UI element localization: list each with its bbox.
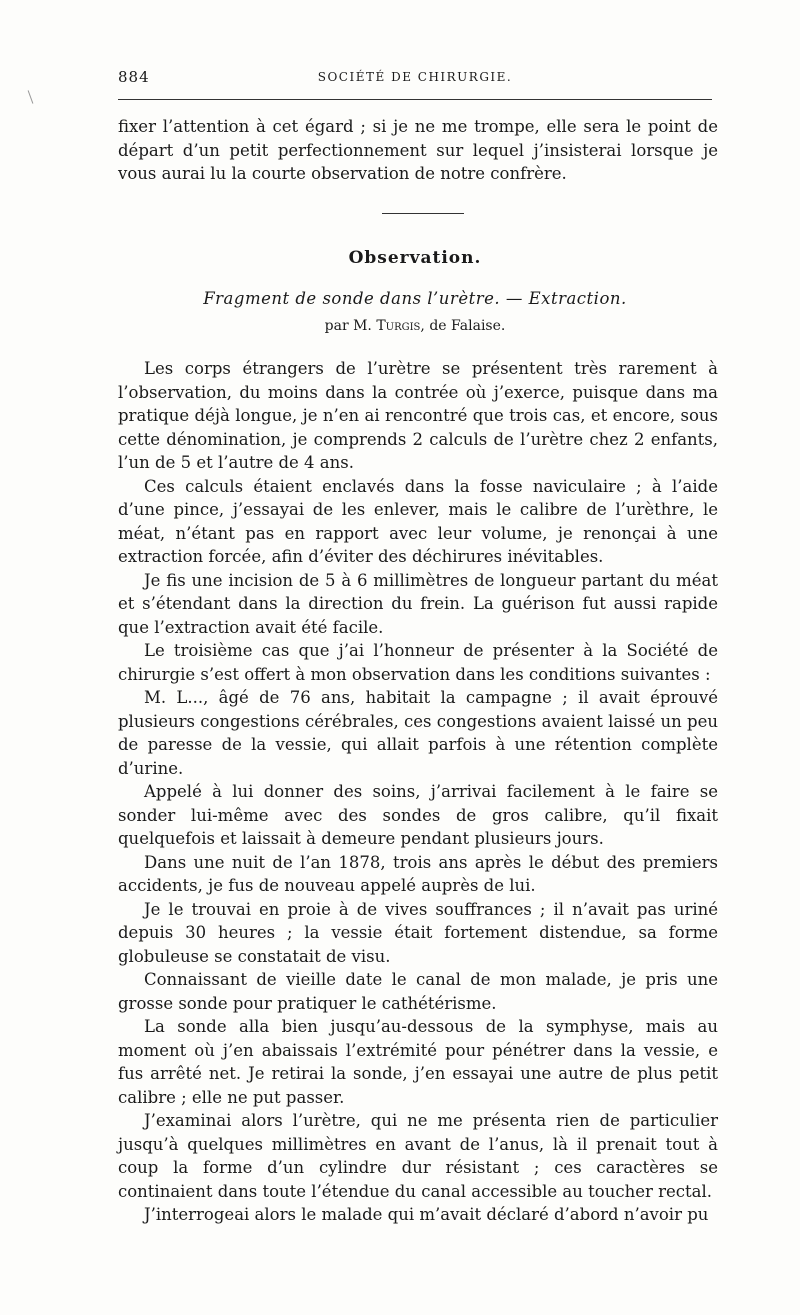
paragraph: Ces calculs étaient enclavés dans la fosse naviculaire ; à l’aide d’une pince, j’essayai de les enlever, mais le calibre de l’urèthre, le méat, n’étant pas en rapport avec leur volume, je renonçai à une extraction forcée, afin d’éviter des déchirures inévitables. — [118, 476, 718, 566]
paragraph: Je le trouvai en proie à de vives souffrances ; il n’avait pas uriné depuis 30 heures ; la vessie était fortement distendue, sa forme globuleuse se constatait de visu. — [118, 899, 718, 966]
observation-subtitle: Fragment de sonde dans l’urètre. — Extraction. — [203, 289, 627, 308]
observation-body — [118, 357, 718, 1227]
page-number: 884 — [118, 68, 150, 86]
observation-title: Observation. — [348, 248, 482, 268]
paragraph: Dans une nuit de l’an 1878, trois ans après le début des premiers accidents, je fus de nouveau appelé auprès de lui. — [118, 852, 718, 895]
observation-author — [118, 318, 712, 334]
author-prefix: par M. — [324, 318, 377, 334]
paragraph: J’examinai alors l’urètre, qui ne me présenta rien de particulier jusqu’à quelques millimètres en avant de l’anus, là il prenait tout à coup la forme d’un cylindre dur résistant ; ces caractères se continaient dans toute l’étendue du canal accessible au toucher rectal. — [118, 1111, 718, 1201]
paragraph: La sonde alla bien jusqu’au-dessous de la symphyse, mais au moment où j’en abaissais l’extrémité pour pénétrer dans la vessie, e fus arrêté net. Je retirai la sonde, j’en essayai une autre de plus petit calibre ; elle ne put passer. — [118, 1017, 718, 1107]
paragraph: Connaissant de vieille date le canal de mon malade, je pris une grosse sonde pour pratiquer le cathétérisme. — [118, 970, 718, 1013]
author-name: Turgis — [376, 318, 421, 334]
paragraph: Je fis une incision de 5 à 6 millimètres de longueur partant du méat et s’étendant dans la direction du frein. La guérison fut aussi rapide que l’extraction avait été facile. — [118, 570, 718, 637]
paragraph: Appelé à lui donner des soins, j’arrivai facilement à le faire se sonder lui-même avec des sondes de gros calibre, qu’il fixait quelquefois et laissait à demeure pendant plusieurs jours. — [118, 782, 718, 848]
paragraph: M. L..., âgé de 76 ans, habitait la campagne ; il avait éprouvé plusieurs congestions cérébrales, ces congestions avaient laissé un peu de paresse de la vessie, qui allait parfois à une rétention complète d’urine. — [118, 688, 718, 778]
running-head: SOCIÉTÉ DE CHIRURGIE. — [317, 70, 513, 84]
paragraph: Les corps étrangers de l’urètre se présentent très rarement à l’observation, du moins dans la contrée où j’exerce, puisque dans ma pratique déjà longue, je n’en ai rencontré que trois cas, et encore, sous cette dénomination, je comprends 2 calculs de l’urètre chez 2 enfants, l’un de 5 et l’autre de 4 ans. — [118, 359, 718, 472]
paragraph: Le troisième cas que j’ai l’honneur de présenter à la Société de chirurgie s’est offert à mon observation dans les conditions suivantes : — [118, 641, 718, 684]
page-header — [118, 68, 712, 90]
paragraph: J’interrogeai alors le malade qui m’avait déclaré d’abord n’avoir pu — [144, 1205, 709, 1224]
header-rule — [118, 99, 712, 100]
intro-block — [118, 115, 718, 186]
section-separator — [382, 213, 464, 214]
intro-paragraph: fixer l’attention à cet égard ; si je ne me trompe, elle sera le point de départ d’un petit perfectionnement sur lequel j’insisterai lorsque je vous aurai lu la courte observation de notre confrère. — [118, 117, 718, 183]
scan-mark — [28, 90, 34, 103]
author-suffix: , de Falaise. — [420, 318, 506, 334]
